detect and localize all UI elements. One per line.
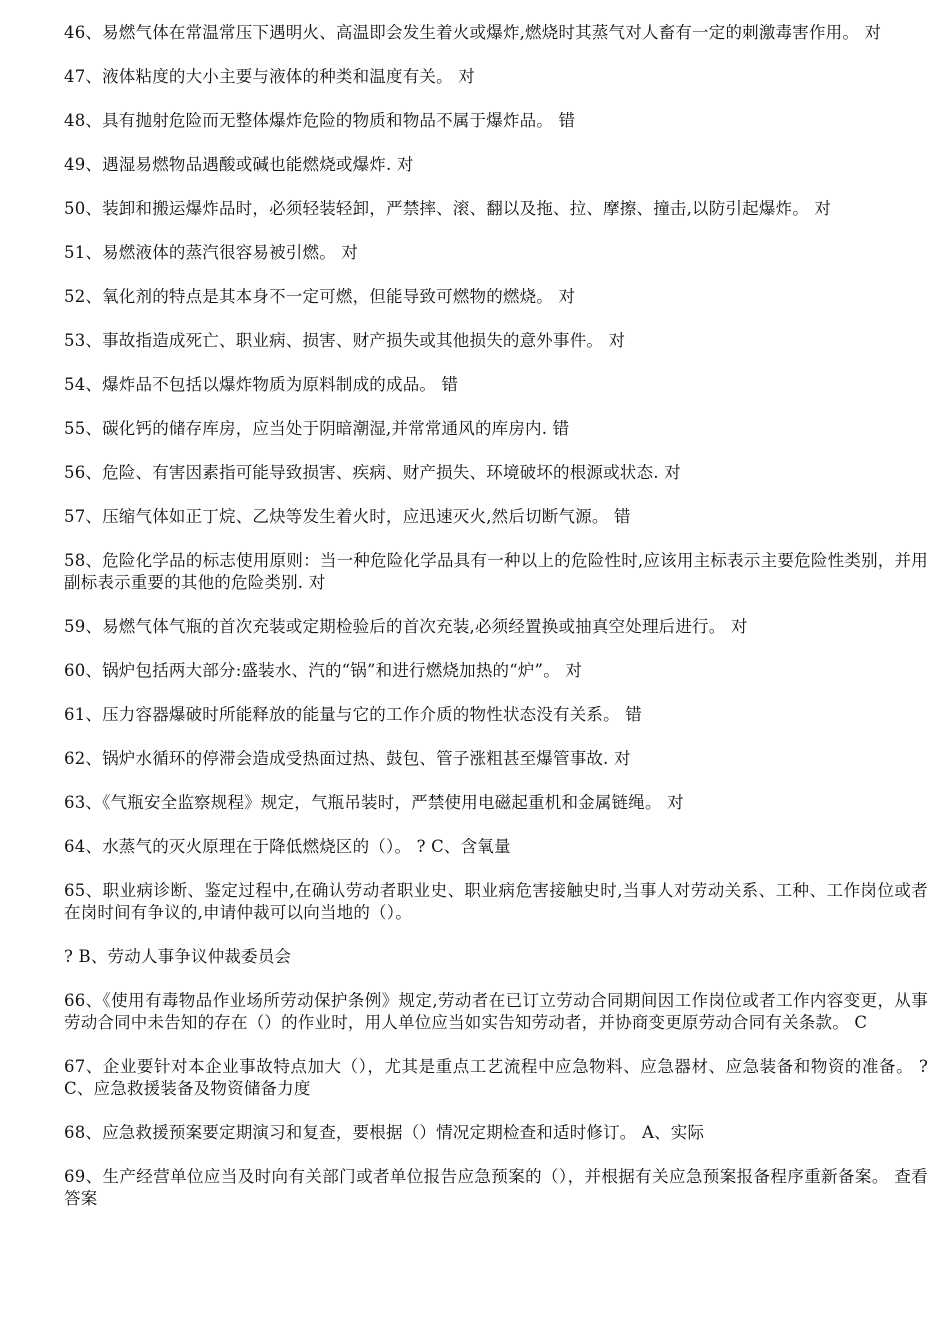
question-51: 51、易燃液体的蒸汽很容易被引燃。 对: [64, 243, 359, 262]
document-page: [64, 22, 928, 1232]
question-59: 59、易燃气体气瓶的首次充装或定期检验后的首次充装,必须经置换或抽真空处理后进行。 对: [64, 617, 748, 636]
question-64: 64、水蒸气的灭火原理在于降低燃烧区的（）。 ? C、含氧量: [64, 837, 511, 856]
question-49: 49、遇湿易燃物品遇酸或碱也能燃烧或爆炸. 对: [64, 155, 414, 174]
question-67: 67、企业要针对本企业事故特点加大（），尤其是重点工艺流程中应急物料、应急器材、应急装备和物资的准备。 ? C、应急救援装备及物资储备力度: [64, 1057, 928, 1098]
question-57: 57、压缩气体如正丁烷、乙炔等发生着火时，应迅速灭火,然后切断气源。 错: [64, 507, 631, 526]
question-65: 65、职业病诊断、鉴定过程中,在确认劳动者职业史、职业病危害接触史时,当事人对劳动关系、工种、工作岗位或者在岗时间有争议的,申请仲裁可以向当地的（）。: [64, 881, 928, 922]
question-68: 68、应急救援预案要定期演习和复查，要根据（）情况定期检查和适时修订。 A、实际: [64, 1123, 705, 1142]
answer-65: ? B、劳动人事争议仲裁委员会: [64, 947, 292, 966]
question-66: 66、《使用有毒物品作业场所劳动保护条例》规定,劳动者在已订立劳动合同期间因工作岗位或者工作内容变更，从事劳动合同中未告知的存在（）的作业时，用人单位应当如实告知劳动者，并协商变更原劳动合同有关条款。 C: [64, 991, 928, 1032]
question-55: 55、碳化钙的储存库房，应当处于阴暗潮湿,并常常通风的库房内. 错: [64, 419, 570, 438]
question-62: 62、锅炉水循环的停滞会造成受热面过热、鼓包、管子涨粗甚至爆管事故. 对: [64, 749, 631, 768]
question-46: 46、易燃气体在常温常压下遇明火、高温即会发生着火或爆炸,燃烧时其蒸气对人畜有一定的刺激毒害作用。 对: [64, 23, 882, 42]
question-50: 50、装卸和搬运爆炸品时，必须轻装轻卸，严禁摔、滚、翻以及拖、拉、摩擦、撞击,以防引起爆炸。 对: [64, 199, 832, 218]
question-63: 63、《气瓶安全监察规程》规定，气瓶吊装时，严禁使用电磁起重机和金属链绳。 对: [64, 793, 684, 812]
question-60: 60、锅炉包括两大部分:盛装水、汽的“锅”和进行燃烧加热的“炉”。 对: [64, 661, 583, 680]
question-61: 61、压力容器爆破时所能释放的能量与它的工作介质的物性状态没有关系。 错: [64, 705, 642, 724]
question-53: 53、事故指造成死亡、职业病、损害、财产损失或其他损失的意外事件。 对: [64, 331, 626, 350]
question-54: 54、爆炸品不包括以爆炸物质为原料制成的成品。 错: [64, 375, 459, 394]
question-48: 48、具有抛射危险而无整体爆炸危险的物质和物品不属于爆炸品。 错: [64, 111, 576, 130]
question-52: 52、氧化剂的特点是其本身不一定可燃，但能导致可燃物的燃烧。 对: [64, 287, 576, 306]
question-47: 47、液体粘度的大小主要与液体的种类和温度有关。 对: [64, 67, 475, 86]
question-69: 69、生产经营单位应当及时向有关部门或者单位报告应急预案的（），并根据有关应急预案报备程序重新备案。 查看答案: [64, 1167, 928, 1208]
question-58: 58、危险化学品的标志使用原则：当一种危险化学品具有一种以上的危险性时,应该用主标表示主要危险性类别，并用副标表示重要的其他的危险类别. 对: [64, 551, 928, 592]
question-56: 56、危险、有害因素指可能导致损害、疾病、财产损失、环境破坏的根源或状态. 对: [64, 463, 681, 482]
